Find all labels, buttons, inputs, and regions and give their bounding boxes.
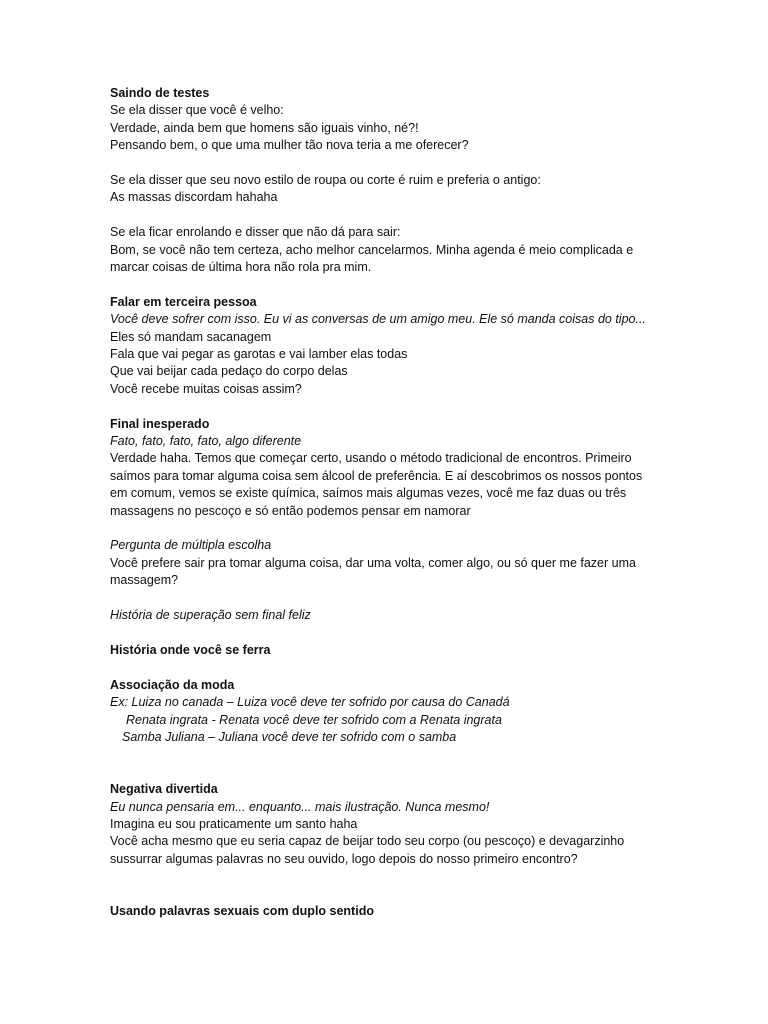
spacer [110, 155, 670, 172]
paragraph-line: Você acha mesmo que eu seria capaz de beijar todo seu corpo (ou pescoço) e devagarzinho [110, 834, 625, 849]
paragraph-line: saímos para tomar alguma coisa sem álcool de preferência. E aí descobrimos os nossos pontos [110, 468, 643, 483]
spacer [110, 276, 670, 293]
spacer [110, 625, 670, 642]
document-page [110, 85, 670, 920]
spacer [110, 520, 670, 537]
section-heading: Associação da moda [110, 677, 235, 692]
spacer [110, 398, 670, 415]
spacer [110, 207, 670, 224]
section-heading: Final inesperado [110, 416, 210, 431]
section-heading: História onde você se ferra [110, 642, 271, 657]
paragraph-line: Você recebe muitas coisas assim? [110, 381, 302, 396]
paragraph-line: Que vai beijar cada pedaço do corpo delas [110, 364, 348, 379]
paragraph-line: Se ela disser que seu novo estilo de roupa ou corte é ruim e preferia o antigo: [110, 173, 541, 188]
paragraph-line: Eles só mandam sacanagem [110, 329, 272, 344]
paragraph-line: massagem? [110, 573, 179, 588]
paragraph-line: Bom, se você não tem certeza, acho melhor cancelarmos. Minha agenda é meio complicada e [110, 242, 634, 257]
paragraph-line: Fala que vai pegar as garotas e vai lamber elas todas [110, 347, 408, 362]
paragraph-line: Se ela ficar enrolando e disser que não dá para sair: [110, 225, 401, 240]
paragraph-line: em comum, vemos se existe química, saímos mais algumas vezes, você me faz duas ou três [110, 486, 627, 501]
paragraph-line: Se ela disser que você é velho: [110, 103, 284, 118]
italic-line: Ex: Luiza no canada – Luiza você deve ter sofrido por causa do Canadá [110, 695, 510, 710]
paragraph-line: Verdade haha. Temos que começar certo, usando o método tradicional de encontros. Primeiro [110, 451, 632, 466]
section-heading: Saindo de testes [110, 86, 210, 100]
section-heading: Usando palavras sexuais com duplo sentido [110, 903, 374, 918]
paragraph-line: Imagina eu sou praticamente um santo haha [110, 816, 358, 831]
spacer [110, 659, 670, 676]
italic-line: Você deve sofrer com isso. Eu vi as conversas de um amigo meu. Ele só manda coisas do tipo... [110, 312, 646, 327]
paragraph-line: As massas discordam hahaha [110, 190, 278, 205]
italic-line: Samba Juliana – Juliana você deve ter sofrido com o samba [122, 729, 457, 744]
section-heading: Falar em terceira pessoa [110, 294, 257, 309]
section-heading: Negativa divertida [110, 782, 218, 797]
paragraph-line: Pensando bem, o que uma mulher tão nova teria a me oferecer? [110, 138, 469, 153]
italic-line: Renata ingrata - Renata você deve ter sofrido com a Renata ingrata [126, 712, 502, 727]
paragraph-line: sussurrar algumas palavras no seu ouvido, logo depois do nosso primeiro encontro? [110, 851, 578, 866]
paragraph-line: Você prefere sair pra tomar alguma coisa, dar uma volta, comer algo, ou só quer me fazer uma [110, 555, 636, 570]
spacer [110, 590, 670, 607]
italic-line: História de superação sem final feliz [110, 608, 311, 623]
spacer [110, 746, 670, 781]
italic-line: Eu nunca pensaria em... enquanto... mais ilustração. Nunca mesmo! [110, 799, 490, 814]
paragraph-line: marcar coisas de última hora não rola pra mim. [110, 260, 372, 275]
spacer [110, 868, 670, 903]
italic-line: Pergunta de múltipla escolha [110, 538, 272, 553]
paragraph-line: massagens no pescoço e só então podemos pensar em namorar [110, 503, 471, 518]
italic-line: Fato, fato, fato, fato, algo diferente [110, 434, 302, 449]
paragraph-line: Verdade, ainda bem que homens são iguais vinho, né?! [110, 120, 419, 135]
